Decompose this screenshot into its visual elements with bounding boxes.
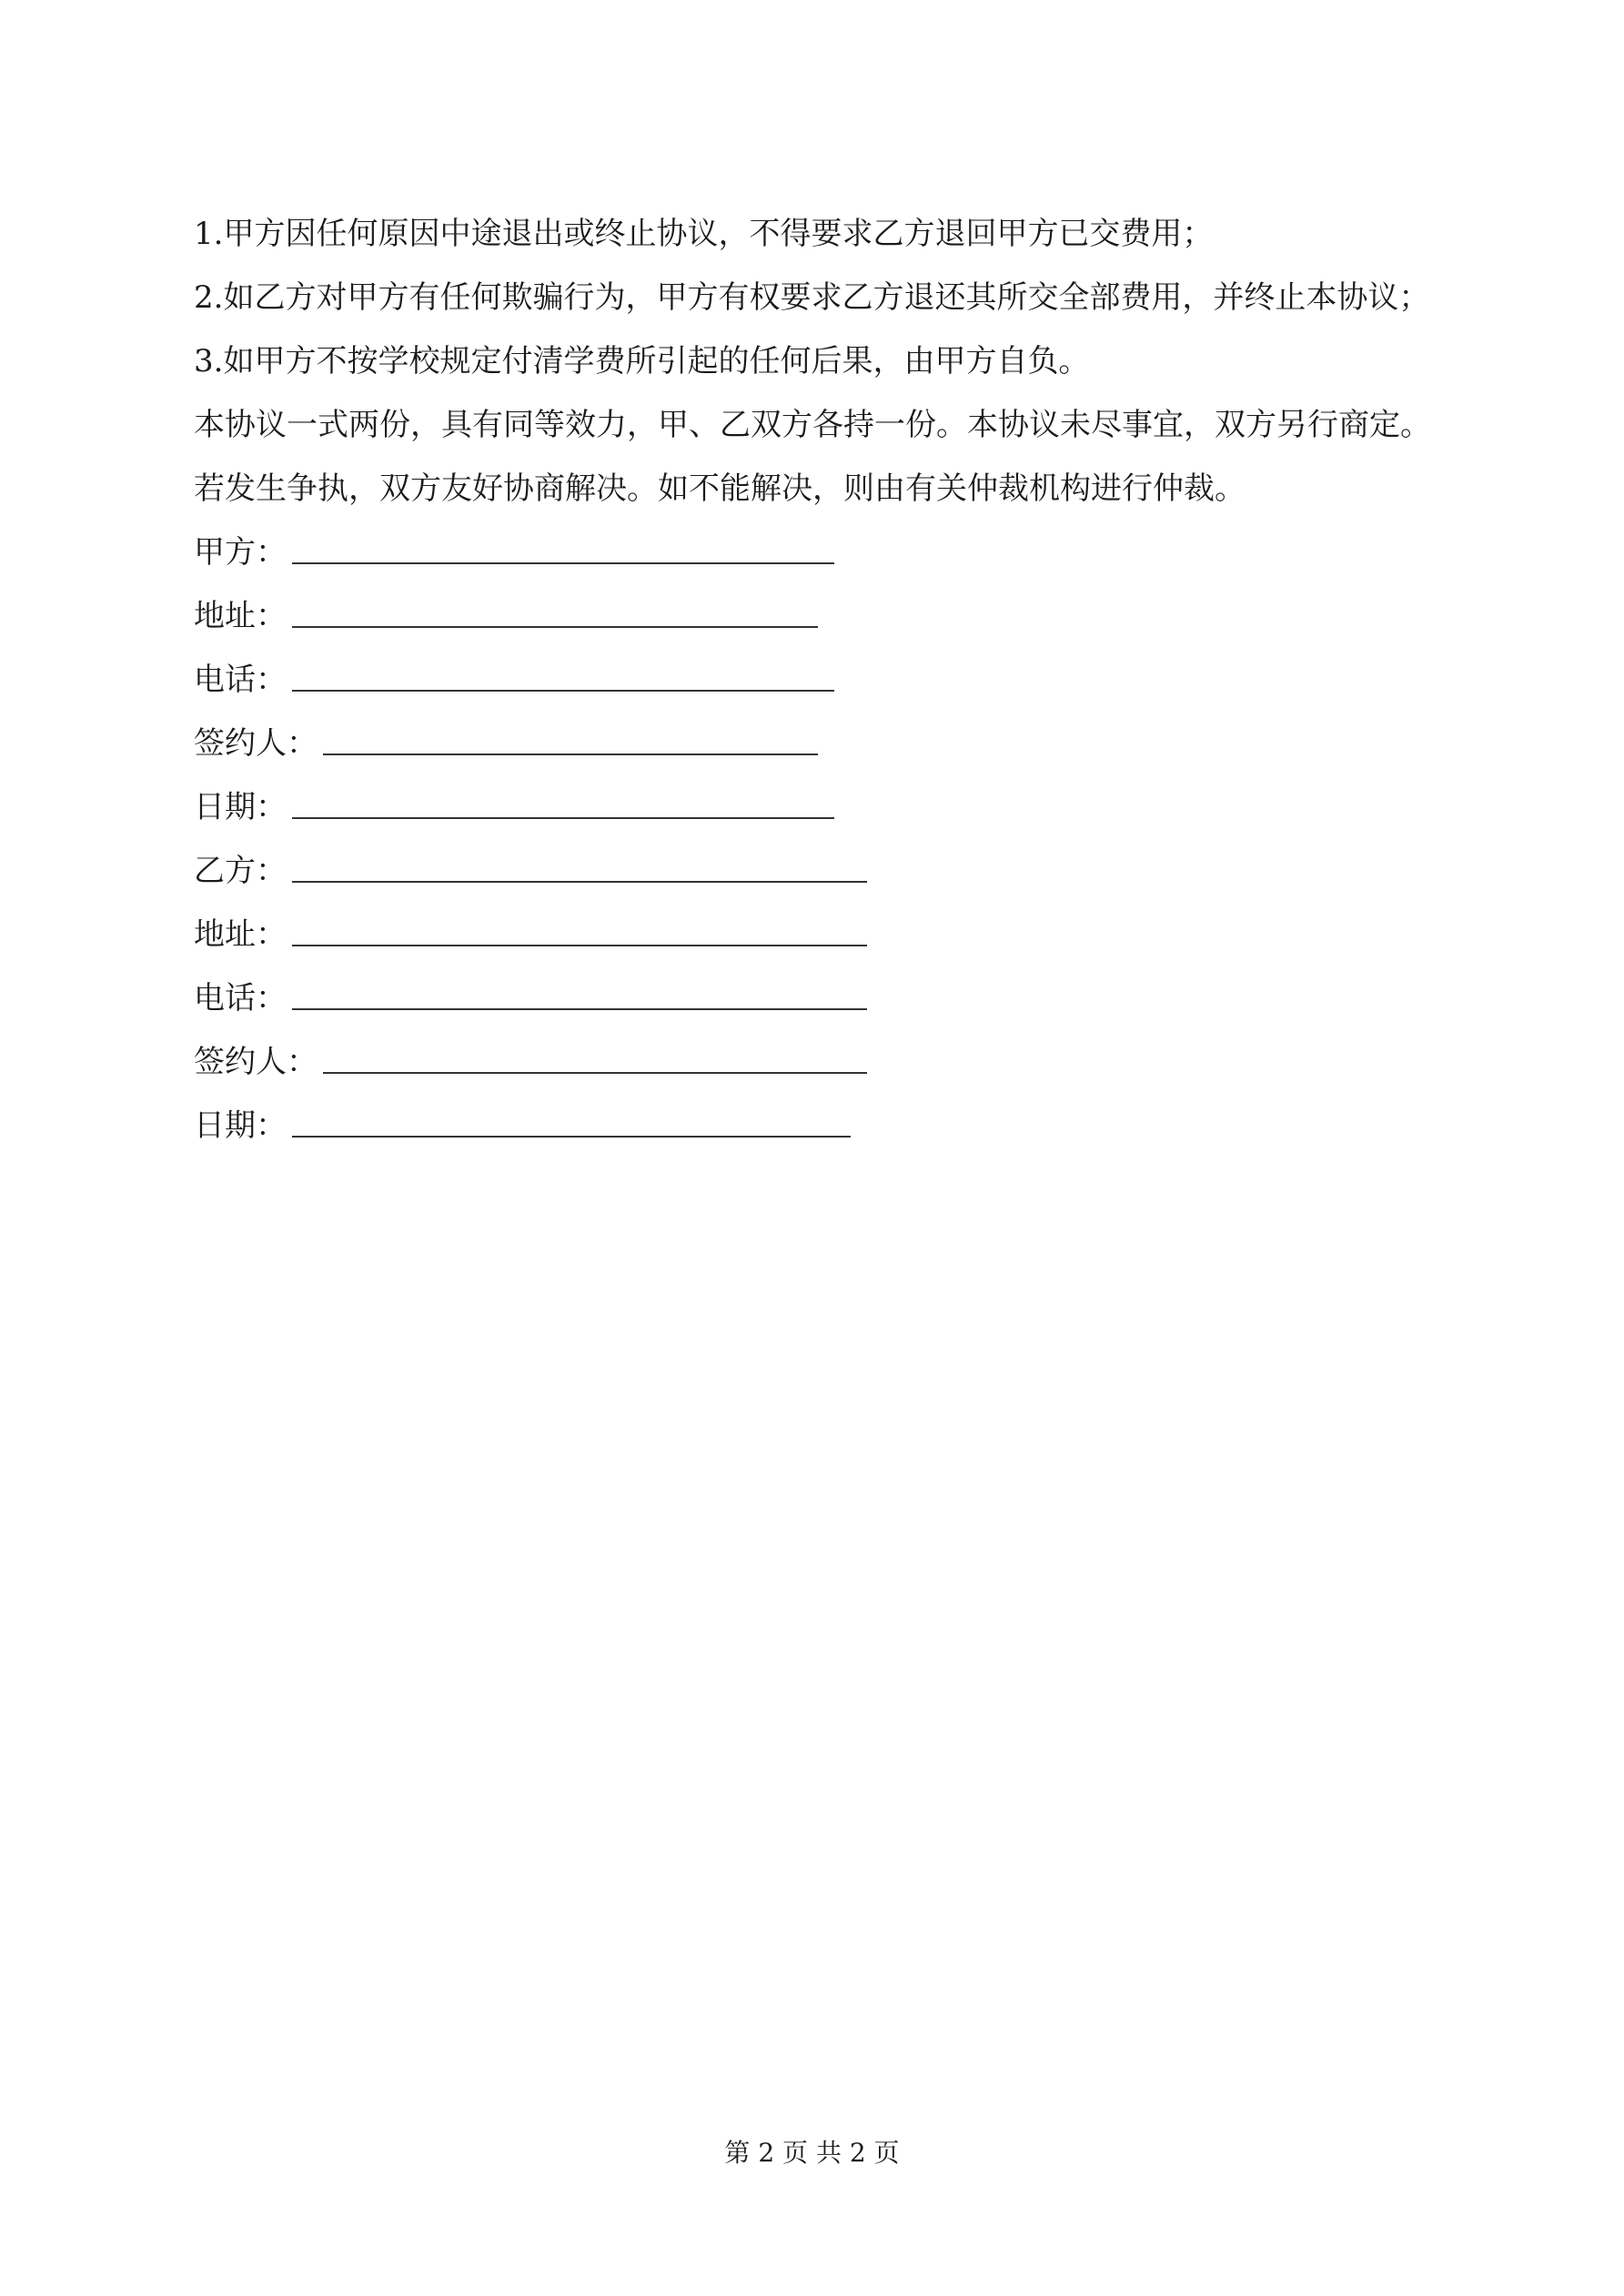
party-a-signer-field	[194, 712, 1440, 775]
party-b-name-field	[194, 839, 1440, 903]
party-b-signer-label: 签约人：	[194, 1044, 318, 1080]
party-a-phone-label: 电话：	[194, 662, 287, 698]
party-b-name-label: 乙方：	[194, 853, 287, 889]
party-a-name-blank	[292, 562, 834, 564]
party-b-address-label: 地址：	[194, 916, 287, 953]
party-a-signer-blank	[323, 754, 818, 755]
party-b-date-field	[194, 1094, 1440, 1158]
party-a-date-blank	[292, 817, 834, 819]
clause-1: 1.甲方因任何原因中途退出或终止协议，不得要求乙方退回甲方已交费用；	[194, 216, 1214, 252]
party-a-name-field	[194, 521, 1440, 584]
party-a-name-label: 甲方：	[194, 534, 287, 571]
party-a-date-field	[194, 775, 1440, 839]
party-b-date-blank	[292, 1136, 851, 1138]
party-b-phone-label: 电话：	[194, 980, 287, 1017]
party-b-phone-blank	[292, 1008, 867, 1010]
party-a-date-label: 日期：	[194, 789, 287, 825]
party-b-signer-field	[194, 1030, 1440, 1094]
party-a-phone-blank	[292, 690, 834, 692]
party-b-signer-blank	[323, 1072, 867, 1074]
closing-paragraph: 本协议一式两份，具有同等效力，甲、乙双方各持一份。本协议未尽事宜，双方另行商定。若发生争执，双方友好协商解决。如不能解决，则由有关仲裁机构进行仲裁。	[194, 407, 1431, 507]
party-a-address-field	[194, 584, 1440, 648]
party-a-phone-field	[194, 648, 1440, 712]
party-b-date-label: 日期：	[194, 1108, 287, 1144]
party-a-signer-label: 签约人：	[194, 725, 318, 762]
party-b-name-blank	[292, 881, 867, 883]
clause-2: 2.如乙方对甲方有任何欺骗行为，甲方有权要求乙方退还其所交全部费用，并终止本协议；	[194, 279, 1430, 316]
party-b-address-field	[194, 903, 1440, 966]
page-footer: 第 2 页 共 2 页	[724, 2138, 900, 2168]
party-b-phone-field	[194, 966, 1440, 1030]
party-a-address-label: 地址：	[194, 598, 287, 634]
party-b-address-blank	[292, 945, 867, 946]
clause-3: 3.如甲方不按学校规定付清学费所引起的任何后果，由甲方自负。	[194, 343, 1090, 379]
document-body	[194, 202, 1440, 1158]
party-a-address-blank	[292, 626, 818, 628]
